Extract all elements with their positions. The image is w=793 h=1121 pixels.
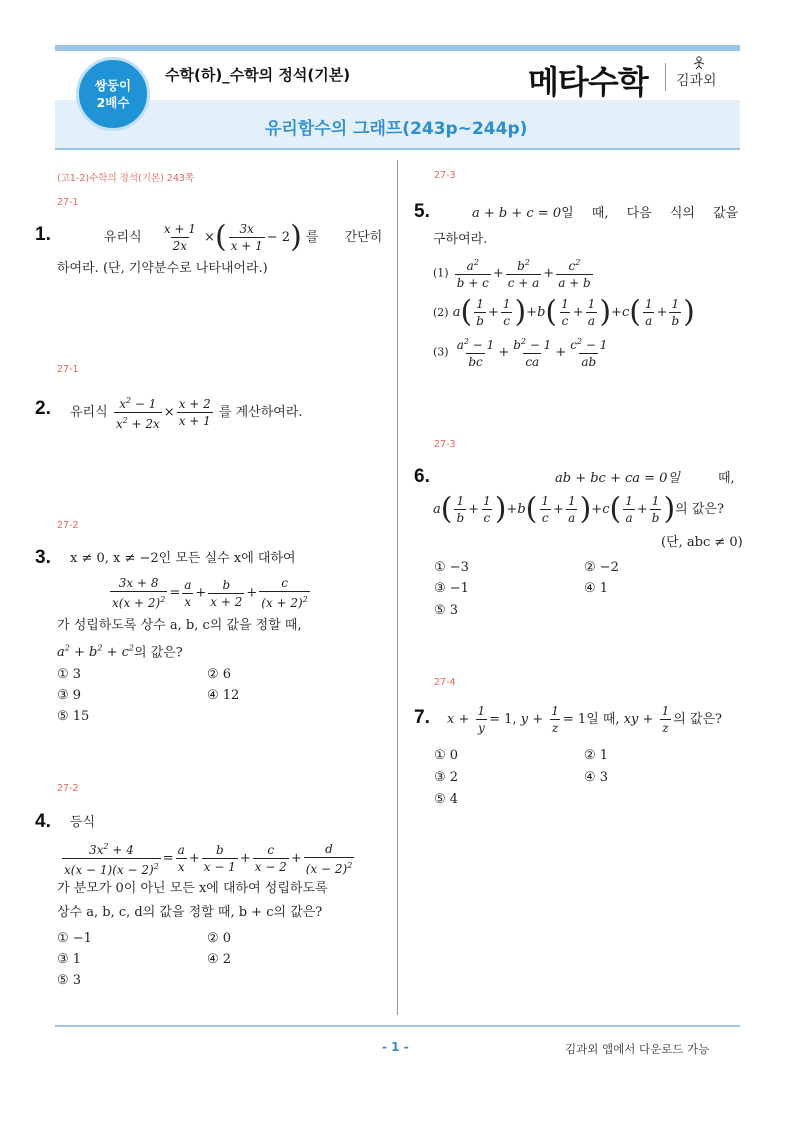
problem-3-choice-5[interactable]: ⑤ 15 [57,709,90,724]
person-icon [692,56,706,70]
problem-1-tail: 를 간단히 [305,230,383,245]
problem-6-condition: ab + bc + ca = 0일 [555,471,681,486]
problem-5-line2: 구하여라. [433,232,488,247]
brand-logo: 메타수학 [528,63,648,101]
header-bottom-line [55,148,740,150]
problem-6-choice-3[interactable]: ③ −1 [434,581,469,596]
page-number: - 1 - [382,1040,409,1054]
problem-1-source: 27-1 [57,197,79,208]
problem-1-number: 1. [35,224,51,245]
problem-4-line4: 상수 a, b, c, d의 값을 정할 때, b + c의 값은? [57,905,323,920]
problem-3-line4: $a^2 + b^2 + c^2$의 값은? [57,644,183,661]
problem-7-choice-2[interactable]: ② 1 [584,748,609,763]
problem-3-choice-1[interactable]: ① 3 [57,667,82,682]
problem-2-lead: 유리식 [70,405,108,420]
problem-5-number: 5. [414,201,430,222]
problem-6-choice-2[interactable]: ② −2 [584,560,619,575]
problem-5-line1-tail: 일 때, 다음 식의 값을 [561,206,739,221]
problem-3-choice-4[interactable]: ④ 12 [207,688,240,703]
badge-line1: 쌍둥이 [94,78,132,93]
problem-7-number: 7. [414,707,430,728]
problem-3-line3: 가 성립하도록 상수 a, b, c의 값을 정할 때, [57,618,302,633]
problem-3-choice-3[interactable]: ③ 9 [57,688,82,703]
problem-5-sub3: (3) $\frac{a^2 - 1}{bc}$ + $\frac{b^2 - 1}{ca}$ + $\frac{c^2 - 1}{ab}$ [433,337,608,369]
problem-2-body: 유리식 $\frac{x^2 - 1}{x^2 + 2x}$ × $\frac{x + 2}{x + 1}$ 를 계산하여라. [70,396,303,431]
problem-3-equation: $\frac{3x + 8}{x(x + 2)^2}$ = $\frac{a}{x}$ + $\frac{b}{x + 2}$ + $\frac{c}{(x + 2)^2}$ [112,576,308,610]
problem-4-number: 4. [35,811,51,832]
problem-7-body: x + $\frac{1}{y}$ = 1, y + $\frac{1}{z}$ = 1일 때, xy + $\frac{1}{z}$ 의 값은? [447,704,722,735]
problem-4-choice-3[interactable]: ③ 1 [57,952,82,967]
problem-4-line3: 가 분모가 0이 아닌 모든 x에 대하여 성립하도록 [57,881,328,896]
problem-5-line1 [472,204,738,224]
problem-4-equation: $\frac{3x^2 + 4}{x(x - 1)(x - 2)^2}$ = $\frac{a}{x}$ + $\frac{b}{x - 1}$ + $\frac{c}{x - 2}$ + $\frac{d}{(x - 2)^2}$ [64,841,353,877]
problem-6-source: 27-3 [434,439,456,450]
problem-1-line2: 하여라. (단, 기약분수로 나타내어라.) [57,261,268,276]
problem-5-sub3-label: (3) [433,345,449,359]
problem-4-choice-1[interactable]: ① −1 [57,931,92,946]
twin-badge [76,57,150,131]
problem-6-note: (단, abc ≠ 0) [661,535,743,550]
logo-separator [665,63,666,91]
problem-7-tail: 의 값은? [673,712,722,727]
problem-1-body: 유리식 $\frac{x + 1}{2x}$ ×( $\frac{3x}{x + 1}$ − 2) 를 간단히 [104,219,383,255]
problem-2-tail: 를 계산하여라. [218,405,303,420]
problem-4-source: 27-2 [57,783,79,794]
subject-title: 수학(하)_수학의 정석(기본) [165,66,351,84]
problem-6-expression: a( $\frac{1}{b}$ + $\frac{1}{c}$ )+b( $\frac{1}{c}$ + $\frac{1}{a}$ )+c( $\frac{1}{a}$ + $\frac{1}{b}$ )의 값은? [433,491,724,527]
problem-6-choice-5[interactable]: ⑤ 3 [434,603,459,618]
footer-line [55,1025,740,1027]
column-divider [397,160,398,1015]
problem-3-choice-2[interactable]: ② 6 [207,667,232,682]
problem-6-number: 6. [414,466,430,487]
download-note: 김과외 앱에서 다운로드 가능 [565,1042,710,1056]
problem-3-number: 3. [35,547,51,568]
header-top-bar [55,45,740,51]
problem-4-line1: 등식 [70,815,96,830]
problem-2-source: 27-1 [57,364,79,375]
topic-title: 유리함수의 그래프(243p~244p) [265,119,528,139]
problem-5-sub2: (2) a( $\frac{1}{b}$ + $\frac{1}{c}$ )+b( $\frac{1}{c}$ + $\frac{1}{a}$ )+c( $\frac{1}{a}$ + $\frac{1}{b}$ ) [433,294,695,330]
problem-7-choice-3[interactable]: ③ 2 [434,770,459,785]
problem-7-source: 27-4 [434,677,456,688]
badge-line2: 2배수 [96,95,130,110]
source-header: (고1-2)수학의 정석(기본) 243쪽 [57,173,195,184]
problem-3-line4-tail: 의 값은? [133,645,183,661]
problem-7-choice-4[interactable]: ④ 3 [584,770,609,785]
problem-3-source: 27-2 [57,520,79,531]
problem-6-choice-4[interactable]: ④ 1 [584,581,609,596]
problem-6-when: 때, [718,471,735,486]
problem-6-choice-1[interactable]: ① −3 [434,560,469,575]
problem-4-choice-4[interactable]: ④ 2 [207,952,232,967]
problem-4-choice-2[interactable]: ② 0 [207,931,232,946]
problem-1-lead: 유리식 [104,230,142,245]
problem-5-condition: a + b + c = 0 [472,206,562,221]
problem-3-line1: x ≠ 0, x ≠ −2인 모든 실수 x에 대하여 [70,551,296,566]
problem-5-source: 27-3 [434,170,456,181]
problem-6-tail: 의 값은? [675,502,724,517]
problem-5-sub2-label: (2) [433,306,449,319]
problem-2-number: 2. [35,398,51,419]
problem-5-sub1: (1) $\frac{a^2}{b + c}$ + $\frac{b^2}{c + a}$ + $\frac{c^2}{a + b}$ [433,258,591,290]
problem-5-sub1-label: (1) [433,266,449,280]
problem-7-choice-1[interactable]: ① 0 [434,748,459,763]
problem-4-choice-5[interactable]: ⑤ 3 [57,973,82,988]
problem-7-choice-5[interactable]: ⑤ 4 [434,792,459,807]
brand-sub-logo: 김과외 [676,73,717,89]
